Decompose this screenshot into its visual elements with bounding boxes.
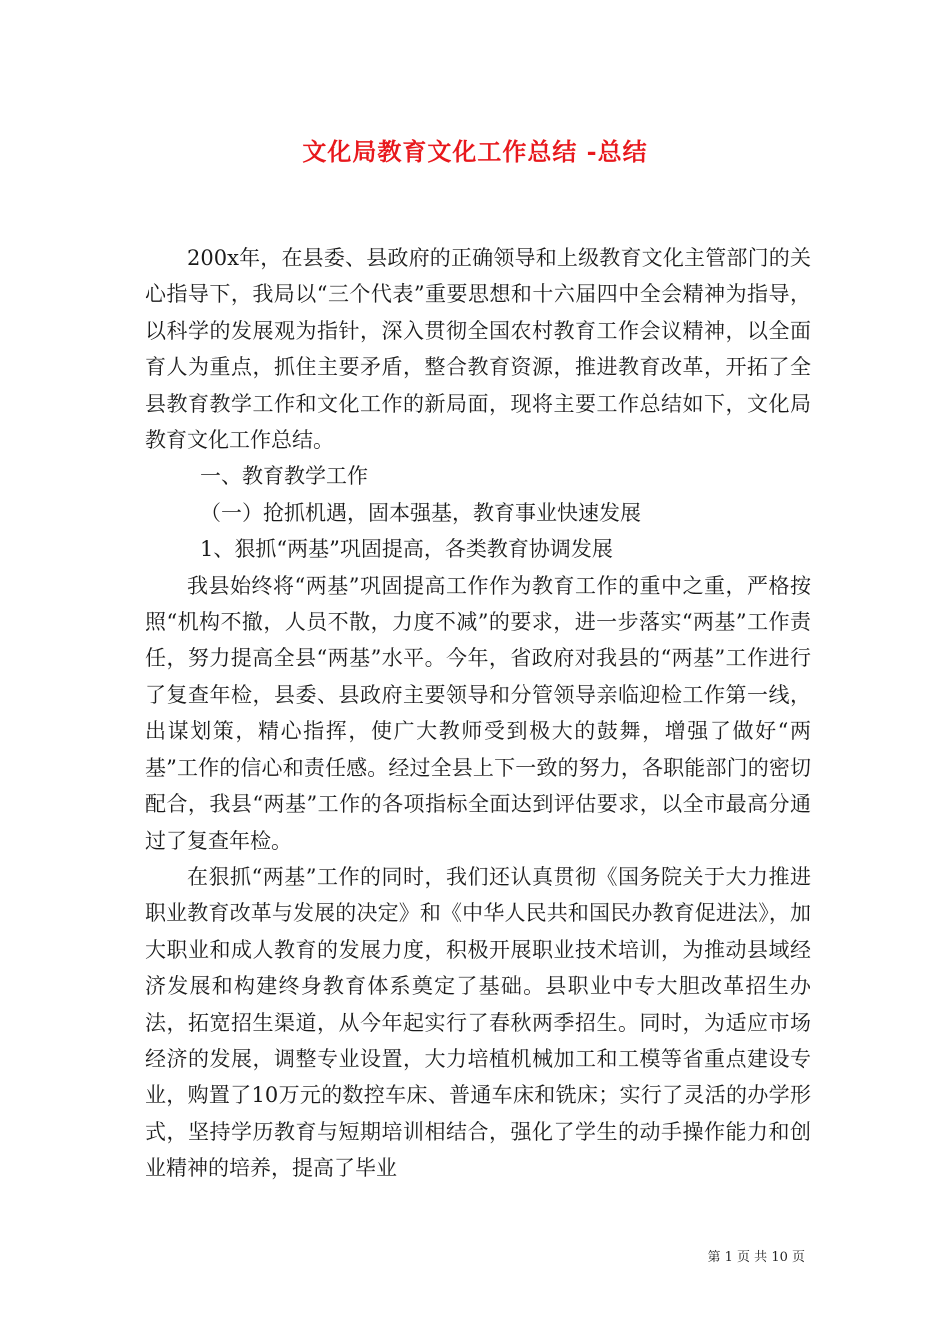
- body-paragraph: 我县始终将“两基”巩固提高工作作为教育工作的重中之重，严格按照“机构不撤，人员不散，力度不减”的要求，进一步落实“两基”工作责任，努力提高全县“两基”水平。今年，省政府对我县的“两基”工作进行了复查年检，县委、县政府主要领导和分管领导亲临迎检工作第一线，出谋划策，精心指挥，使广大教师受到极大的鼓舞，增强了做好“两基”工作的信心和责任感。经过全县上下一致的努力，各职能部门的密切配合，我县“两基”工作的各项指标全面达到评估要求，以全市最高分通过了复查年检。: [145, 573, 811, 853]
- body-paragraph: 在狠抓“两基”工作的同时，我们还认真贯彻《国务院关于大力推进职业教育改革与发展的决定》和《中华人民共和国民办教育促进法》，加大职业和成人教育的发展力度，积极开展职业技术培训，为推动县域经济发展和构建终身教育体系奠定了基础。县职业中专大胆改革招生办法，拓宽招生渠道，从今年起实行了春秋两季招生。同时，为适应市场经济的发展，调整专业设置，大力培植机械加工和工模等省重点建设专业，购置了10万元的数控车床、普通车床和铣床；实行了灵活的办学形式，坚持学历教育与短期培训相结合，强化了学生的动手操作能力和创业精神的培养，提高了毕业: [145, 864, 811, 1181]
- item-heading: 1、狠抓“两基”巩固提高，各类教育协调发展: [200, 537, 613, 562]
- intro-paragraph: 200x年，在县委、县政府的正确领导和上级教育文化主管部门的关心指导下，我局以“三个代表”重要思想和十六届四中全会精神为指导，以科学的发展观为指针，深入贯彻全国农村教育工作会议精神，以全面育人为重点，抓住主要矛盾，整合教育资源，推进教育改革，开拓了全县教育教学工作和文化工作的新局面，现将主要工作总结如下，文化局教育文化工作总结。: [145, 246, 811, 453]
- page-title: 文化局教育文化工作总结 -总结: [302, 137, 648, 166]
- document-body: [145, 240, 811, 1187]
- subsection-heading: （一）抢抓机遇，固本强基，教育事业快速发展: [200, 500, 641, 525]
- page-number: 第 1 页 共 10 页: [707, 1250, 805, 1265]
- section-heading: 一、教育教学工作: [200, 464, 368, 489]
